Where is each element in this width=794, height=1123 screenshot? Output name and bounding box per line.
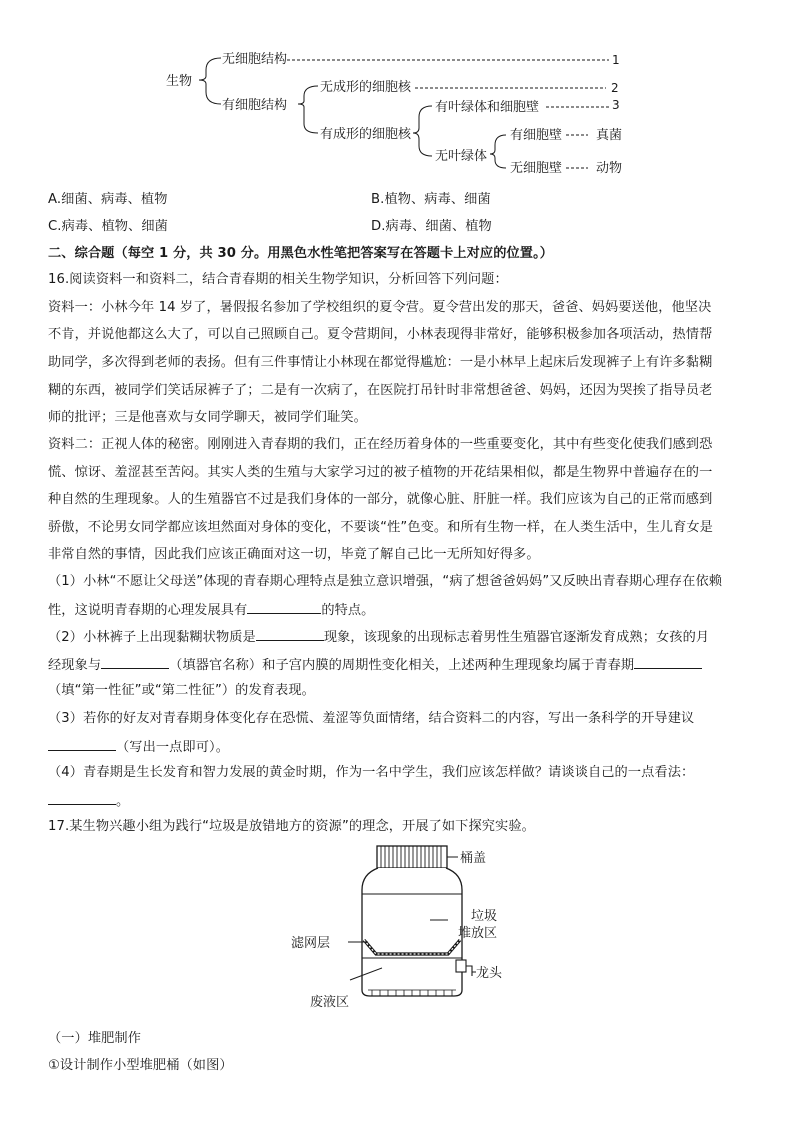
answer-blank[interactable] bbox=[256, 628, 324, 641]
tree-cellular: 有细胞结构 bbox=[222, 98, 288, 113]
q16-material2-line: 资料二：正视人体的秘密。刚刚进入青春期的我们，正在经历着身体的一些重要变化，其中有些变化使我们感到恐 bbox=[48, 437, 713, 452]
answer-blank[interactable] bbox=[48, 792, 116, 805]
tree-n3: 3 bbox=[612, 98, 620, 112]
tree-has-wall: 有细胞壁 bbox=[510, 128, 563, 143]
brace-root bbox=[199, 58, 221, 104]
label-garbage-2: 堆放区 bbox=[458, 926, 498, 941]
q16-material1-line: 助同学，多次得到老师的表扬。但有三件事情让小林现在都觉得尴尬：一是小林早上起床后发现裤子上有许多黏糊 bbox=[48, 355, 713, 370]
tree-chloro-wall: 有叶绿体和细胞壁 bbox=[435, 100, 540, 115]
tree-animal: 动物 bbox=[596, 161, 623, 176]
q16-sub3-line bbox=[48, 738, 229, 756]
q16-material1-line: 不肯，并说他都这么大了，可以自己照顾自己。夏令营期间，小林表现得非常好，能够积极参加各项活动，热情帮 bbox=[48, 327, 713, 342]
tree-n2: 2 bbox=[611, 81, 619, 95]
q16-material2-line: 种自然的生理现象。人的生殖器官不过是我们身体的一部分，就像心脏、肝脏一样。我们应该为自己的正常而感到 bbox=[48, 492, 713, 507]
brace-cellular bbox=[298, 86, 318, 133]
q16-sub2-text-b: 现象，该现象的出现标志着男性生殖器官逐渐发育成熟；女孩的月 bbox=[323, 630, 710, 645]
tree-has-nucleus: 有成形的细胞核 bbox=[320, 127, 412, 142]
label-lid: 桶盖 bbox=[460, 851, 487, 866]
classification-tree-diagram bbox=[0, 0, 794, 190]
q16-sub1-text-a: 性，这说明青春期的心理发展具有 bbox=[48, 603, 248, 618]
q16-sub2-line: （填“第一性征”或“第二性征”）的发育表现。 bbox=[48, 683, 315, 698]
q16-material1-line: 糊的东西，被同学们笑话尿裤子了；二是有一次病了，在医院打吊针时非常想爸爸、妈妈，还因为哭挨了指导员老 bbox=[48, 383, 713, 398]
q16-material2-line: 慌、惊讶、羞涩甚至苦闷。其实人类的生殖与大家学习过的被子植物的开花结果相似，都是生物界中普遍存在的一 bbox=[48, 465, 713, 480]
tree-fungi: 真菌 bbox=[596, 128, 623, 143]
q16-sub1-text-b: 的特点。 bbox=[321, 603, 375, 618]
q16-sub4-line bbox=[48, 792, 129, 810]
q16-sub4-text-b: 。 bbox=[116, 794, 130, 809]
q16-sub2-text-a: （2）小林裤子上出现黏糊状物质是 bbox=[48, 630, 256, 645]
option-c: C.病毒、植物、细菌 bbox=[48, 219, 168, 234]
brace-no-chloro bbox=[490, 135, 506, 168]
label-tap: 龙头 bbox=[476, 966, 503, 981]
tree-no-nucleus: 无成形的细胞核 bbox=[320, 80, 412, 95]
q16-material1-line: 资料一：小林今年 14 岁了，暑假报名参加了学校组织的夏令营。夏令营出发的那天，爸爸、妈妈要送他，他坚决 bbox=[48, 300, 712, 315]
q16-sub2-text-d: （填器官名称）和子宫内膜的周期性变化相关，上述两种生理现象均属于青春期 bbox=[169, 658, 635, 673]
q16-sub3-text-b: （写出一点即可）。 bbox=[116, 740, 229, 755]
q16-material2-line: 非常自然的事情，因此我们应该正确面对这一切，毕竟了解自己比一无所知好得多。 bbox=[48, 547, 540, 562]
option-b: B.植物、病毒、细菌 bbox=[371, 192, 491, 207]
label-filter: 滤网层 bbox=[291, 936, 331, 951]
answer-blank[interactable] bbox=[48, 738, 116, 751]
brace-nucleus bbox=[413, 106, 432, 156]
tree-root: 生物 bbox=[166, 74, 193, 89]
q16-sub2-line bbox=[48, 628, 709, 646]
q16-sub4-line: （4）青春期是生长发育和智力发展的黄金时期，作为一名中学生，我们应该怎样做？请谈谈自己的一点看法： bbox=[48, 765, 695, 780]
bin-body bbox=[362, 868, 462, 996]
tree-n1: 1 bbox=[612, 53, 620, 67]
q17-subheading: （一）堆肥制作 bbox=[48, 1031, 142, 1046]
q16-intro: 16.阅读资料一和资料二，结合青春期的相关生物学知识，分析回答下列问题： bbox=[48, 272, 508, 287]
q16-sub1-line bbox=[48, 601, 374, 619]
answer-blank[interactable] bbox=[634, 656, 702, 669]
q16-material2-line: 骄傲，不论男女同学都应该坦然面对身体的变化，不要谈“性”色变。和所有生物一样，在人类生活中，生儿育女是 bbox=[48, 520, 713, 535]
compost-bin-diagram bbox=[291, 840, 520, 1020]
q16-sub2-text-c: 经现象与 bbox=[48, 658, 102, 673]
q17-intro: 17.某生物兴趣小组为践行“垃圾是放错地方的资源”的理念，开展了如下探究实验。 bbox=[48, 819, 535, 834]
tree-no-chloro: 无叶绿体 bbox=[435, 149, 488, 164]
bin-lid bbox=[377, 846, 447, 868]
option-d: D.病毒、细菌、植物 bbox=[371, 219, 492, 234]
answer-blank[interactable] bbox=[101, 656, 169, 669]
tree-no-wall: 无细胞壁 bbox=[510, 161, 563, 176]
tap-icon bbox=[456, 960, 466, 972]
label-garbage: 垃圾 bbox=[471, 909, 498, 924]
option-a: A.细菌、病毒、植物 bbox=[48, 192, 168, 207]
section-heading: 二、综合题（每空 1 分，共 30 分。用黑色水性笔把答案写在答题卡上对应的位置。） bbox=[48, 246, 554, 261]
q16-sub1-line: （1）小林“不愿让父母送”体现的青春期心理特点是独立意识增强，“病了想爸爸妈妈”又反映出青春期心理存在依赖 bbox=[48, 574, 723, 589]
answer-blank[interactable] bbox=[247, 601, 321, 614]
q17-step: ①设计制作小型堆肥桶（如图） bbox=[48, 1058, 233, 1073]
q16-sub2-line bbox=[48, 656, 702, 674]
q16-material1-line: 师的批评；三是他喜欢与女同学聊天，被同学们耻笑。 bbox=[48, 410, 367, 425]
label-waste: 废液区 bbox=[310, 995, 350, 1010]
q16-sub3-line: （3）若你的好友对青春期身体变化存在恐慌、羞涩等负面情绪，结合资料二的内容，写出一条科学的开导建议 bbox=[48, 711, 695, 726]
tree-acellular: 无细胞结构 bbox=[222, 52, 288, 67]
